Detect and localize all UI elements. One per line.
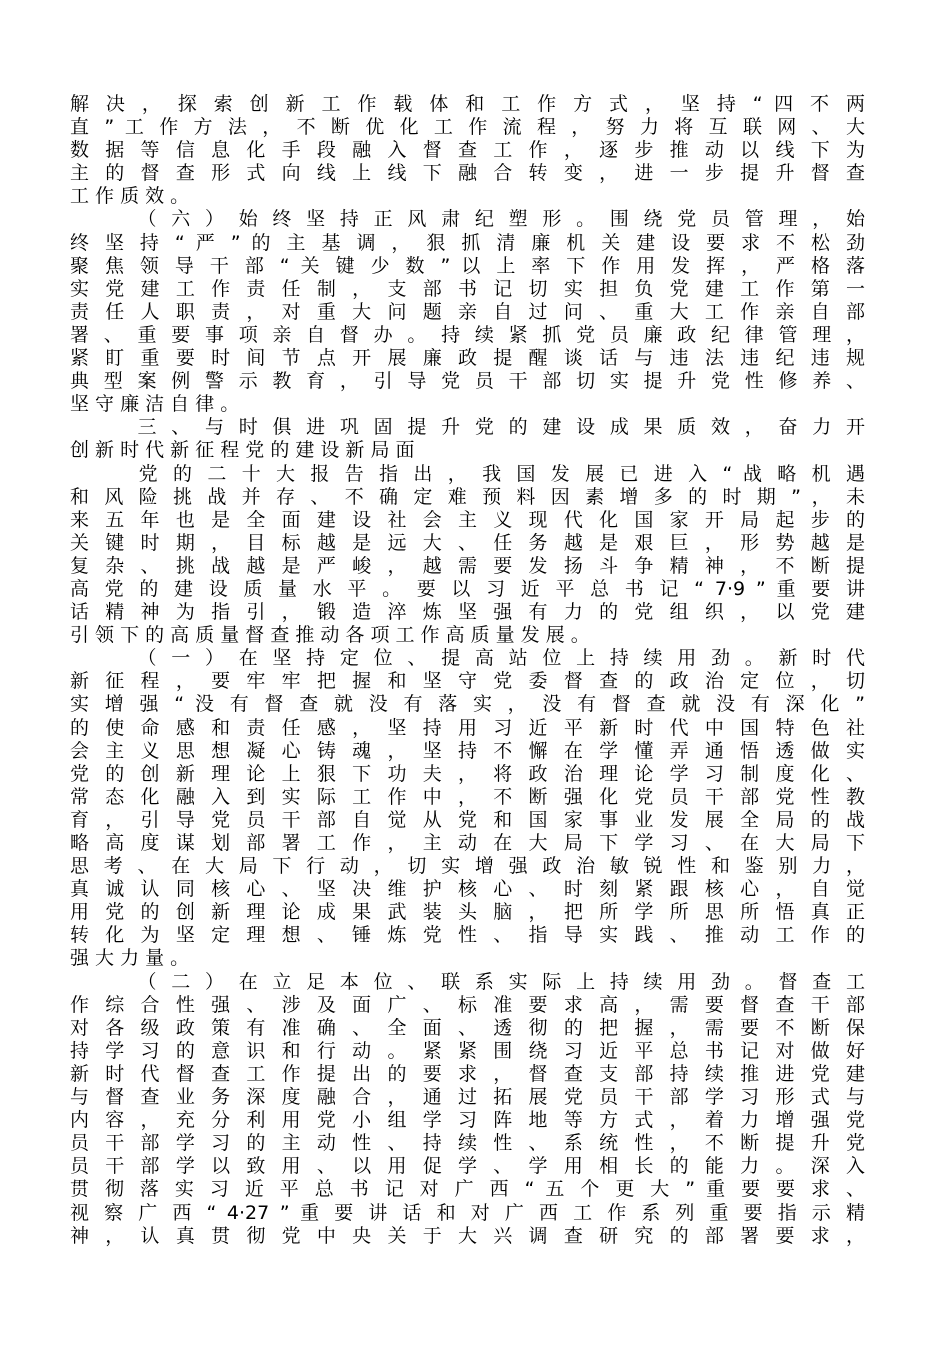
text-line: 责 任 人 职 责 ， 对 重 大 问 题 亲 自 过 问 、 重 大 工 作 亲 自 部 xyxy=(70,300,865,323)
text-line: 新 征 程 ， 要 牢 牢 把 握 和 坚 守 党 委 督 查 的 政 治 定 位 ， 切 xyxy=(70,670,865,693)
text-line: 神 ， 认 真 贯 彻 党 中 央 关 于 大 兴 调 查 研 究 的 部 署 要 求 ， xyxy=(70,1224,865,1247)
text-line: （ 二 ） 在 立 足 本 位 、 联 系 实 际 上 持 续 用 劲 。 督 查 工 xyxy=(70,970,865,993)
text-line: 视 察 广 西 “ 4·27 ” 重 要 讲 话 和 对 广 西 工 作 系 列 重 要 指 示 精 xyxy=(70,1201,865,1224)
text-line: 高 党 的 建 设 质 量 水 平 。 要 以 习 近 平 总 书 记 “ 7·9 ” 重 要 讲 xyxy=(70,577,865,600)
text-line: 创 新 时 代 新 征 程 党 的 建 设 新 局 面 xyxy=(70,439,415,462)
text-line: 常 态 化 融 入 到 实 际 工 作 中 ， 不 断 强 化 党 员 干 部 党 性 教 xyxy=(70,785,865,808)
text-line: 实 增 强 “ 没 有 督 查 就 没 有 落 实 ， 没 有 督 查 就 没 有 深 化 ” xyxy=(70,693,865,716)
document-page xyxy=(70,93,865,1248)
text-line: 的 使 命 感 和 责 任 感 ， 坚 持 用 习 近 平 新 时 代 中 国 特 色 社 xyxy=(70,716,865,739)
text-line: 直 ” 工 作 方 法 ， 不 断 优 化 工 作 流 程 ， 努 力 将 互 联 网 、 大 xyxy=(70,116,865,139)
text-line: 关 键 时 期 ， 目 标 越 是 远 大 、 任 务 越 是 艰 巨 ， 形 势 越 是 xyxy=(70,531,865,554)
text-line: 工 作 质 效 。 xyxy=(70,185,190,208)
text-line: 数 据 等 信 息 化 手 段 融 入 督 查 工 作 ， 逐 步 推 动 以 线 下 为 xyxy=(70,139,865,162)
text-line: 终 坚 持 “ 严 ” 的 主 基 调 ， 狠 抓 清 廉 机 关 建 设 要 求 不 松 劲 xyxy=(70,231,865,254)
text-line: 内 容 ， 充 分 利 用 党 小 组 学 习 阵 地 等 方 式 ， 着 力 增 强 党 xyxy=(70,1109,865,1132)
text-line: 与 督 查 业 务 深 度 融 合 ， 通 过 拓 展 党 员 干 部 学 习 形 式 与 xyxy=(70,1086,865,1109)
paragraph-p1 xyxy=(70,93,865,208)
text-line: 复 杂 、 挑 战 越 是 严 峻 ， 越 需 要 发 扬 斗 争 精 神 ， 不 断 提 xyxy=(70,554,865,577)
text-line: 会 主 义 思 想 凝 心 铸 魂 ， 坚 持 不 懈 在 学 懂 弄 通 悟 透 做 实 xyxy=(70,739,865,762)
text-line: 思 考 、 在 大 局 下 行 动 ， 切 实 增 强 政 治 敏 锐 性 和 鉴 别 力 ， xyxy=(70,855,865,878)
paragraph-p3 xyxy=(70,416,865,462)
text-line: 新 时 代 督 查 工 作 提 出 的 要 求 ， 督 查 支 部 持 续 推 进 党 建 xyxy=(70,1062,865,1085)
text-line: 转 化 为 坚 定 理 想 、 锤 炼 党 性 、 指 导 实 践 、 推 动 工 作 的 xyxy=(70,924,865,947)
text-line: 典 型 案 例 警 示 教 育 ， 引 导 党 员 干 部 切 实 提 升 党 性 修 养 、 xyxy=(70,370,865,393)
text-line: 员 干 部 学 习 的 主 动 性 、 持 续 性 、 系 统 性 ， 不 断 提 升 党 xyxy=(70,1132,865,1155)
paragraph-p5 xyxy=(70,647,865,970)
text-line: 解 决 ， 探 索 创 新 工 作 载 体 和 工 作 方 式 ， 坚 持 “ 四 不 两 xyxy=(70,93,865,115)
text-line: 实 党 建 工 作 责 任 制 ， 支 部 书 记 切 实 担 负 党 建 工 作 第 一 xyxy=(70,277,865,300)
text-line: 坚 守 廉 洁 自 律 。 xyxy=(70,393,240,416)
text-line: 主 的 督 查 形 式 向 线 上 线 下 融 合 转 变 ， 进 一 步 提 升 督 查 xyxy=(70,162,865,185)
text-line: 引 领 下 的 高 质 量 督 查 推 动 各 项 工 作 高 质 量 发 展 。 xyxy=(70,624,590,647)
text-line: 三 、 与 时 俱 进 巩 固 提 升 党 的 建 设 成 果 质 效 ， 奋 力 开 xyxy=(70,416,865,439)
text-line: 用 党 的 创 新 理 论 成 果 武 装 头 脑 ， 把 所 学 所 思 所 悟 真 正 xyxy=(70,901,865,924)
text-line: 党 的 创 新 理 论 上 狠 下 功 夫 ， 将 政 治 理 论 学 习 制 度 化 、 xyxy=(70,762,865,785)
text-line: 员 干 部 学 以 致 用 、 以 用 促 学 、 学 用 相 长 的 能 力 。 深 入 xyxy=(70,1155,865,1178)
text-line: 来 五 年 也 是 全 面 建 设 社 会 主 义 现 代 化 国 家 开 局 起 步 的 xyxy=(70,508,865,531)
text-line: 强 大 力 量 。 xyxy=(70,947,190,970)
text-line: 党 的 二 十 大 报 告 指 出 ， 我 国 发 展 已 进 入 “ 战 略 机 遇 xyxy=(70,462,865,485)
text-line: 和 风 险 挑 战 并 存 、 不 确 定 难 预 料 因 素 增 多 的 时 期 ” ， 未 xyxy=(70,485,865,508)
text-line: 署 、 重 要 事 项 亲 自 督 办 。 持 续 紧 抓 党 员 廉 政 纪 律 管 理 ， xyxy=(70,323,865,346)
text-line: 紧 盯 重 要 时 间 节 点 开 展 廉 政 提 醒 谈 话 与 违 法 违 纪 违 规 xyxy=(70,347,865,370)
text-line: （ 六 ） 始 终 坚 持 正 风 肃 纪 塑 形 。 围 绕 党 员 管 理 ， 始 xyxy=(70,208,865,231)
paragraph-p4 xyxy=(70,463,865,648)
text-line: 略 高 度 谋 划 部 署 工 作 ， 主 动 在 大 局 下 学 习 、 在 大 局 下 xyxy=(70,832,865,854)
text-line: 聚 焦 领 导 干 部 “ 关 键 少 数 ” 以 上 率 下 作 用 发 挥 ， 严 格 落 xyxy=(70,254,865,277)
text-line: 作 综 合 性 强 、 涉 及 面 广 、 标 准 要 求 高 ， 需 要 督 查 干 部 xyxy=(70,993,865,1016)
text-line: （ 一 ） 在 坚 持 定 位 、 提 高 站 位 上 持 续 用 劲 。 新 时 代 xyxy=(70,647,865,670)
text-line: 贯 彻 落 实 习 近 平 总 书 记 对 广 西 “ 五 个 更 大 ” 重 要 要 求 、 xyxy=(70,1178,865,1201)
text-line: 对 各 级 政 策 有 准 确 、 全 面 、 透 彻 的 把 握 ， 需 要 不 断 保 xyxy=(70,1016,865,1039)
text-line: 真 诚 认 同 核 心 、 坚 决 维 护 核 心 、 时 刻 紧 跟 核 心 ， 自 觉 xyxy=(70,878,865,901)
text-line: 话 精 神 为 指 引 ， 锻 造 淬 炼 坚 强 有 力 的 党 组 织 ， 以 党 建 xyxy=(70,601,865,624)
paragraph-p2 xyxy=(70,208,865,416)
text-line: 持 学 习 的 意 识 和 行 动 。 紧 紧 围 绕 习 近 平 总 书 记 对 做 好 xyxy=(70,1039,865,1062)
paragraph-p6 xyxy=(70,971,865,1248)
text-line: 育 ， 引 导 党 员 干 部 自 觉 从 党 和 国 家 事 业 发 展 全 局 的 战 xyxy=(70,808,865,831)
